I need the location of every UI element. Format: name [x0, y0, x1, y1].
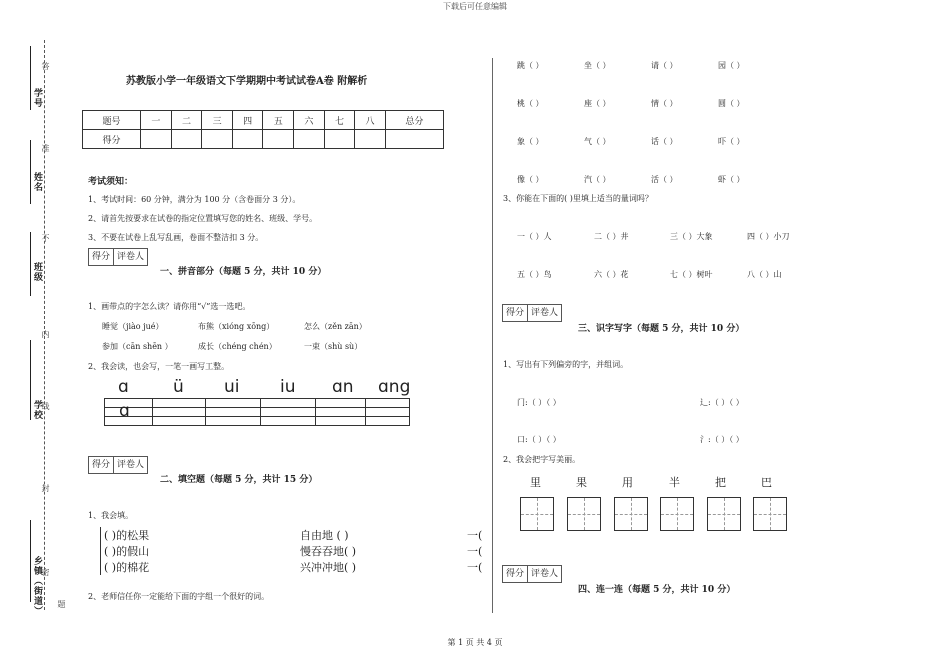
binding-field-school: 学校 — [32, 400, 42, 420]
score-table-cell: 一 — [141, 111, 172, 130]
tianzige-box[interactable] — [614, 497, 648, 531]
grid-line — [105, 416, 409, 417]
score-table-cell: 八 — [355, 111, 386, 130]
seal-char: 准 — [41, 144, 50, 152]
binding-dash-line — [44, 40, 45, 610]
section-3-q1: 1、写出有下列偏旁的字，并组词。 — [503, 360, 629, 369]
section-1-q1: 1、画带点的字怎么读？请你用“√”选一选吧。 — [88, 302, 251, 311]
grid-line — [152, 399, 153, 425]
score-table-cell: 三 — [202, 111, 233, 130]
binding-field-name: 姓名 — [32, 172, 42, 192]
fill-blank-left[interactable]: ( )的棉花 — [104, 561, 150, 574]
pinyin-letter: ɑ — [118, 377, 129, 397]
tianzige-box[interactable] — [520, 497, 554, 531]
word-group[interactable]: 园（ ） — [718, 61, 745, 70]
tianzige-box[interactable] — [753, 497, 787, 531]
score-input-cell[interactable] — [141, 130, 172, 149]
score-input-cell[interactable] — [171, 130, 202, 149]
section-2-q1: 1、我会填。 — [88, 511, 134, 520]
measure-word[interactable]: 一（ ）人 — [517, 232, 552, 241]
measure-word[interactable]: 四（ ）小刀 — [747, 232, 790, 241]
radical-row[interactable]: 氵:（ ）（ ） — [700, 435, 744, 444]
score-input-cell[interactable] — [202, 130, 233, 149]
binding-field-class: 班级 — [32, 262, 42, 282]
word-group[interactable]: 汽（ ） — [584, 175, 611, 184]
grader-score-label: 得分 — [503, 566, 528, 582]
section-3-title: 三、识字写字（每题 5 分，共计 10 分） — [578, 324, 745, 334]
measure-word[interactable]: 五（ ）鸟 — [517, 270, 552, 279]
grader-box — [88, 456, 148, 474]
seal-char: 答 — [41, 62, 50, 70]
fill-blank-mid[interactable]: 自由地 ( ) — [300, 529, 349, 542]
score-input-cell[interactable] — [385, 130, 443, 149]
word-group[interactable]: 圆（ ） — [718, 99, 745, 108]
seal-char: 不 — [41, 234, 50, 242]
word-group[interactable]: 座（ ） — [584, 99, 611, 108]
fill-blank-right[interactable]: 一( — [467, 545, 483, 558]
pinyin-writing-grid[interactable] — [104, 398, 410, 426]
score-table-cell: 七 — [324, 111, 355, 130]
seal-char: 内 — [41, 330, 50, 338]
fill-blank-right[interactable]: 一( — [467, 561, 483, 574]
score-row-label: 得分 — [83, 130, 141, 149]
binding-field-student-id: 学号 — [32, 88, 42, 108]
grid-line — [315, 399, 316, 425]
score-input-cell[interactable] — [355, 130, 386, 149]
header-note: 下载后可任意编辑 — [443, 2, 507, 11]
word-group[interactable]: 象（ ） — [517, 137, 544, 146]
measure-word[interactable]: 三（ ）大象 — [670, 232, 713, 241]
binding-field-township: 乡镇（街道） — [32, 556, 42, 616]
word-group[interactable]: 请（ ） — [651, 61, 678, 70]
radical-row[interactable]: 口:（ ）（ ） — [517, 435, 561, 444]
section-3-q2: 2、我会把字写美丽。 — [503, 455, 581, 464]
pinyin-choice[interactable]: 参加（cān shēn ） — [102, 342, 173, 351]
tianzige-box[interactable] — [567, 497, 601, 531]
grid-line — [205, 399, 206, 425]
grader-reviewer-label: 评卷人 — [117, 460, 145, 470]
score-input-cell[interactable] — [232, 130, 263, 149]
fill-blank-left[interactable]: ( )的松果 — [104, 529, 150, 542]
grader-reviewer-label: 评卷人 — [531, 308, 559, 318]
word-group[interactable]: 桃（ ） — [517, 99, 544, 108]
section-1-q2: 2、我会读，也会写，一笔一画写工整。 — [88, 362, 230, 371]
seal-char: 线 — [41, 402, 50, 410]
word-group[interactable]: 坐（ ） — [584, 61, 611, 70]
word-group[interactable]: 活（ ） — [651, 175, 678, 184]
bracket-bar — [100, 527, 101, 575]
score-table-header — [83, 111, 444, 130]
pinyin-choice[interactable]: 一束（shù sù） — [304, 342, 363, 351]
exam-title: 苏教版小学一年级语文下学期期中考试试卷A卷 附解析 — [126, 76, 368, 87]
score-table-cell: 二 — [171, 111, 202, 130]
grid-sample-letter: ɑ — [119, 401, 130, 421]
right-q3: 3、你能在下面的( )里填上适当的量词吗？ — [503, 194, 653, 203]
score-table-row — [83, 130, 444, 149]
seal-char: 密 — [41, 568, 50, 576]
practice-char: 里 — [530, 476, 541, 489]
section-1-title: 一、拼音部分（每题 5 分，共计 10 分） — [160, 267, 327, 277]
fill-blank-mid[interactable]: 兴冲冲地( ) — [300, 561, 357, 574]
score-table-cell: 总分 — [385, 111, 443, 130]
score-table-cell: 四 — [232, 111, 263, 130]
grader-score-label: 得分 — [89, 249, 114, 265]
practice-char: 半 — [669, 476, 680, 489]
word-group[interactable]: 气（ ） — [584, 137, 611, 146]
pinyin-choice[interactable]: 睡觉（jiào jué） — [102, 322, 164, 331]
word-group[interactable]: 话（ ） — [651, 137, 678, 146]
section-2-title: 二、填空题（每题 5 分，共计 15 分） — [160, 475, 318, 485]
grader-reviewer-label: 评卷人 — [531, 569, 559, 579]
grader-reviewer-label: 评卷人 — [117, 252, 145, 262]
radical-row[interactable]: 辶:（ ）（ ） — [700, 398, 744, 407]
word-group[interactable]: 像（ ） — [517, 175, 544, 184]
page-footer: 第 1 页 共 4 页 — [447, 638, 503, 647]
pinyin-letter: ü — [173, 377, 184, 397]
measure-word[interactable]: 六（ ）花 — [594, 270, 629, 279]
practice-char: 用 — [622, 476, 633, 489]
score-table — [82, 110, 444, 149]
pinyin-letter: ɑng — [378, 377, 411, 397]
pinyin-letter: ui — [224, 377, 240, 397]
grid-line — [365, 399, 366, 425]
grader-score-label: 得分 — [503, 305, 528, 321]
measure-word[interactable]: 二（ ）井 — [594, 232, 629, 241]
score-table-cell: 六 — [294, 111, 325, 130]
section-2-q2: 2、老师信任你一定能给下面的字组一个很好的词。 — [88, 592, 270, 601]
seal-char: 题 — [57, 600, 66, 608]
word-group[interactable]: 跳（ ） — [517, 61, 544, 70]
grader-box — [88, 248, 148, 266]
notice-heading: 考试须知： — [88, 177, 134, 187]
score-input-cell[interactable] — [263, 130, 294, 149]
practice-char: 果 — [576, 476, 587, 489]
radical-row[interactable]: 门:（ ）（ ） — [517, 398, 561, 407]
pinyin-choice[interactable]: 怎么（zěn zān） — [304, 322, 367, 331]
grid-line — [105, 407, 409, 408]
score-input-cell[interactable] — [324, 130, 355, 149]
grader-box — [502, 565, 562, 583]
fill-blank-mid[interactable]: 慢吞吞地( ) — [300, 545, 357, 558]
tianzige-box[interactable] — [707, 497, 741, 531]
fill-blank-right[interactable]: 一( — [467, 529, 483, 542]
tianzige-box[interactable] — [660, 497, 694, 531]
column-divider — [492, 58, 493, 613]
pinyin-letter: ɑn — [332, 377, 354, 397]
pinyin-choice[interactable]: 布熊（xióng xōng） — [198, 322, 275, 331]
notice-item: 2、请首先按要求在试卷的指定位置填写您的姓名、班级、学号。 — [88, 214, 318, 223]
fill-blank-left[interactable]: ( )的假山 — [104, 545, 150, 558]
word-group[interactable]: 虾（ ） — [718, 175, 745, 184]
measure-word[interactable]: 七（ ）树叶 — [670, 270, 713, 279]
practice-char: 巴 — [761, 476, 772, 489]
grader-score-label: 得分 — [89, 457, 114, 473]
score-table-cell: 五 — [263, 111, 294, 130]
measure-word[interactable]: 八（ ）山 — [747, 270, 782, 279]
score-table-cell: 题号 — [83, 111, 141, 130]
section-4-title: 四、连一连（每题 5 分，共计 10 分） — [578, 585, 736, 595]
notice-item: 1、考试时间：60 分钟，满分为 100 分（含卷面分 3 分）。 — [88, 195, 301, 204]
word-group[interactable]: 吓（ ） — [718, 137, 745, 146]
word-group[interactable]: 情（ ） — [651, 99, 678, 108]
pinyin-choice[interactable]: 成长（chéng chén） — [198, 342, 277, 351]
seal-char: 封 — [41, 484, 50, 492]
grader-box — [502, 304, 562, 322]
notice-item: 3、不要在试卷上乱写乱画，卷面不整洁扣 3 分。 — [88, 233, 264, 242]
pinyin-letter: iu — [280, 377, 296, 397]
practice-char: 把 — [715, 476, 726, 489]
grid-line — [260, 399, 261, 425]
score-input-cell[interactable] — [294, 130, 325, 149]
